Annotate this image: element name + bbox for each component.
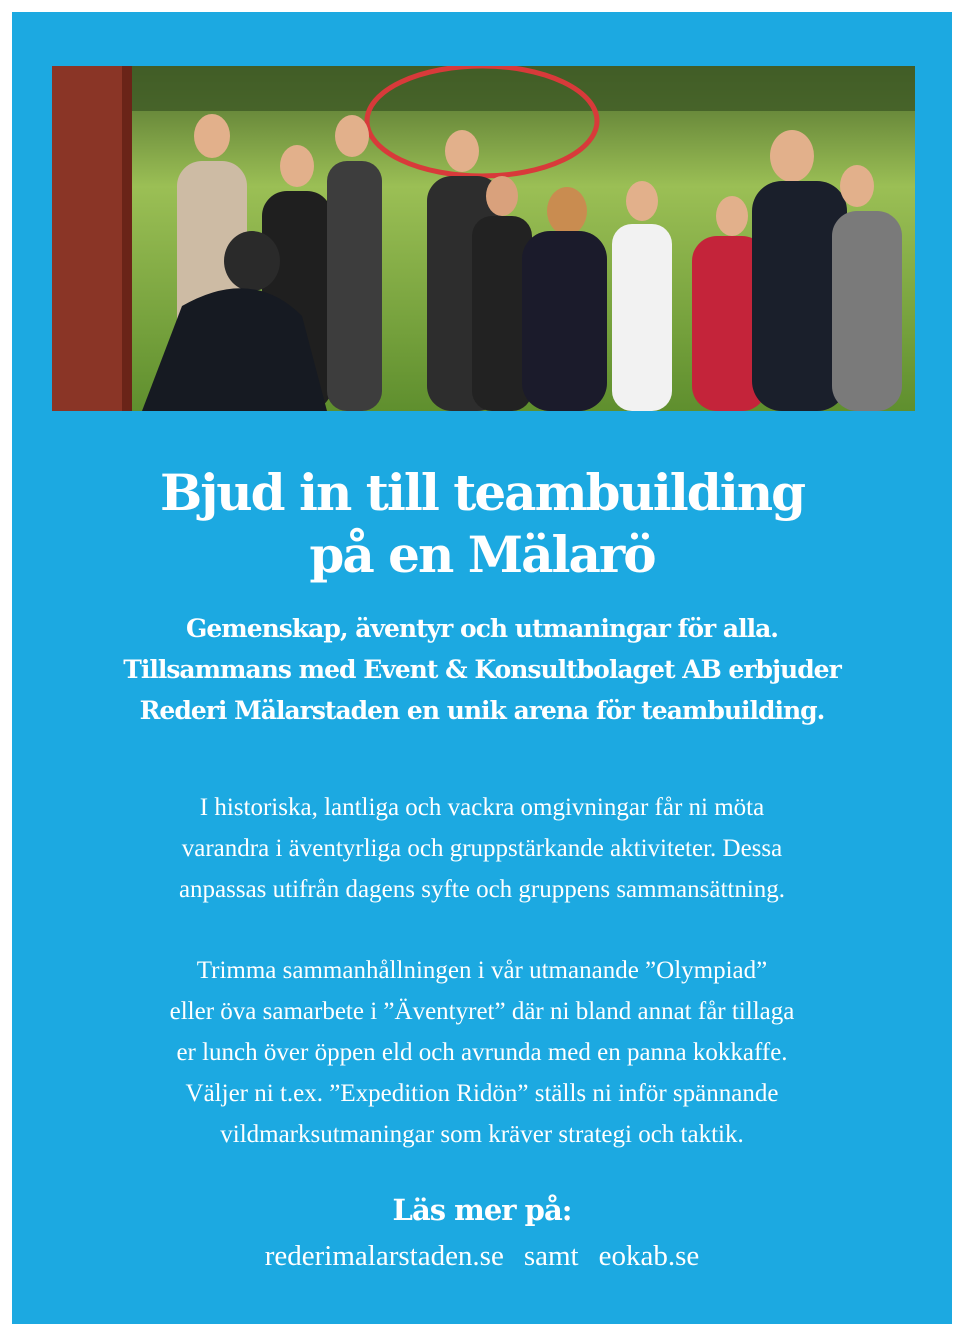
website-links	[12, 1236, 952, 1276]
intro-line-1: Gemenskap, äventyr och utmaningar för alla.	[186, 614, 778, 643]
paragraph2-line-2: eller öva samarbete i ”Äventyret” där ni bland annat får tillaga	[169, 998, 795, 1025]
paragraph2-line-4: Väljer ni t.ex. ”Expedition Ridön” ställs ni inför spännande	[185, 1080, 779, 1107]
paragraph-surroundings	[12, 787, 952, 910]
paragraph2-line-3: er lunch över öppen eld och avrunda med en panna kokkaffe.	[176, 1039, 788, 1066]
paragraph-activities	[12, 950, 952, 1155]
links-separator: samt	[523, 1240, 579, 1272]
paragraph1-line-3: anpassas utifrån dagens syfte och gruppens sammansättning.	[178, 876, 786, 903]
paragraph1-line-1: I historiska, lantliga och vackra omgivningar får ni möta	[199, 794, 765, 821]
read-more-heading: Läs mer på:	[392, 1193, 572, 1227]
title-line-1: Bjud in till teambuilding	[159, 463, 805, 522]
intro-line-2: Tillsammans med Event & Konsultbolaget AB erbjuder	[123, 655, 841, 684]
paragraph1-line-2: varandra i äventyrliga och gruppstärkande aktiviteter. Dessa	[181, 835, 783, 862]
paragraph2-line-5: vildmarksutmaningar som kräver strategi och taktik.	[220, 1121, 744, 1148]
tree-line	[52, 66, 915, 111]
link-rederimalarstaden[interactable]: rederimalarstaden.se	[264, 1240, 504, 1272]
page-title	[12, 462, 952, 586]
intro-line-3: Rederi Mälarstaden en unik arena för teambuilding.	[139, 696, 825, 725]
photo-illustration	[52, 66, 915, 411]
title-line-2: på en Mälarö	[309, 525, 655, 584]
paragraph2-line-1: Trimma sammanhållningen i vår utmanande ”Olympiad”	[196, 957, 768, 984]
link-eokab[interactable]: eokab.se	[598, 1240, 700, 1272]
intro-text	[12, 608, 952, 731]
poster	[12, 12, 952, 1324]
red-barn-wall	[52, 66, 132, 411]
group-photo	[52, 66, 915, 411]
